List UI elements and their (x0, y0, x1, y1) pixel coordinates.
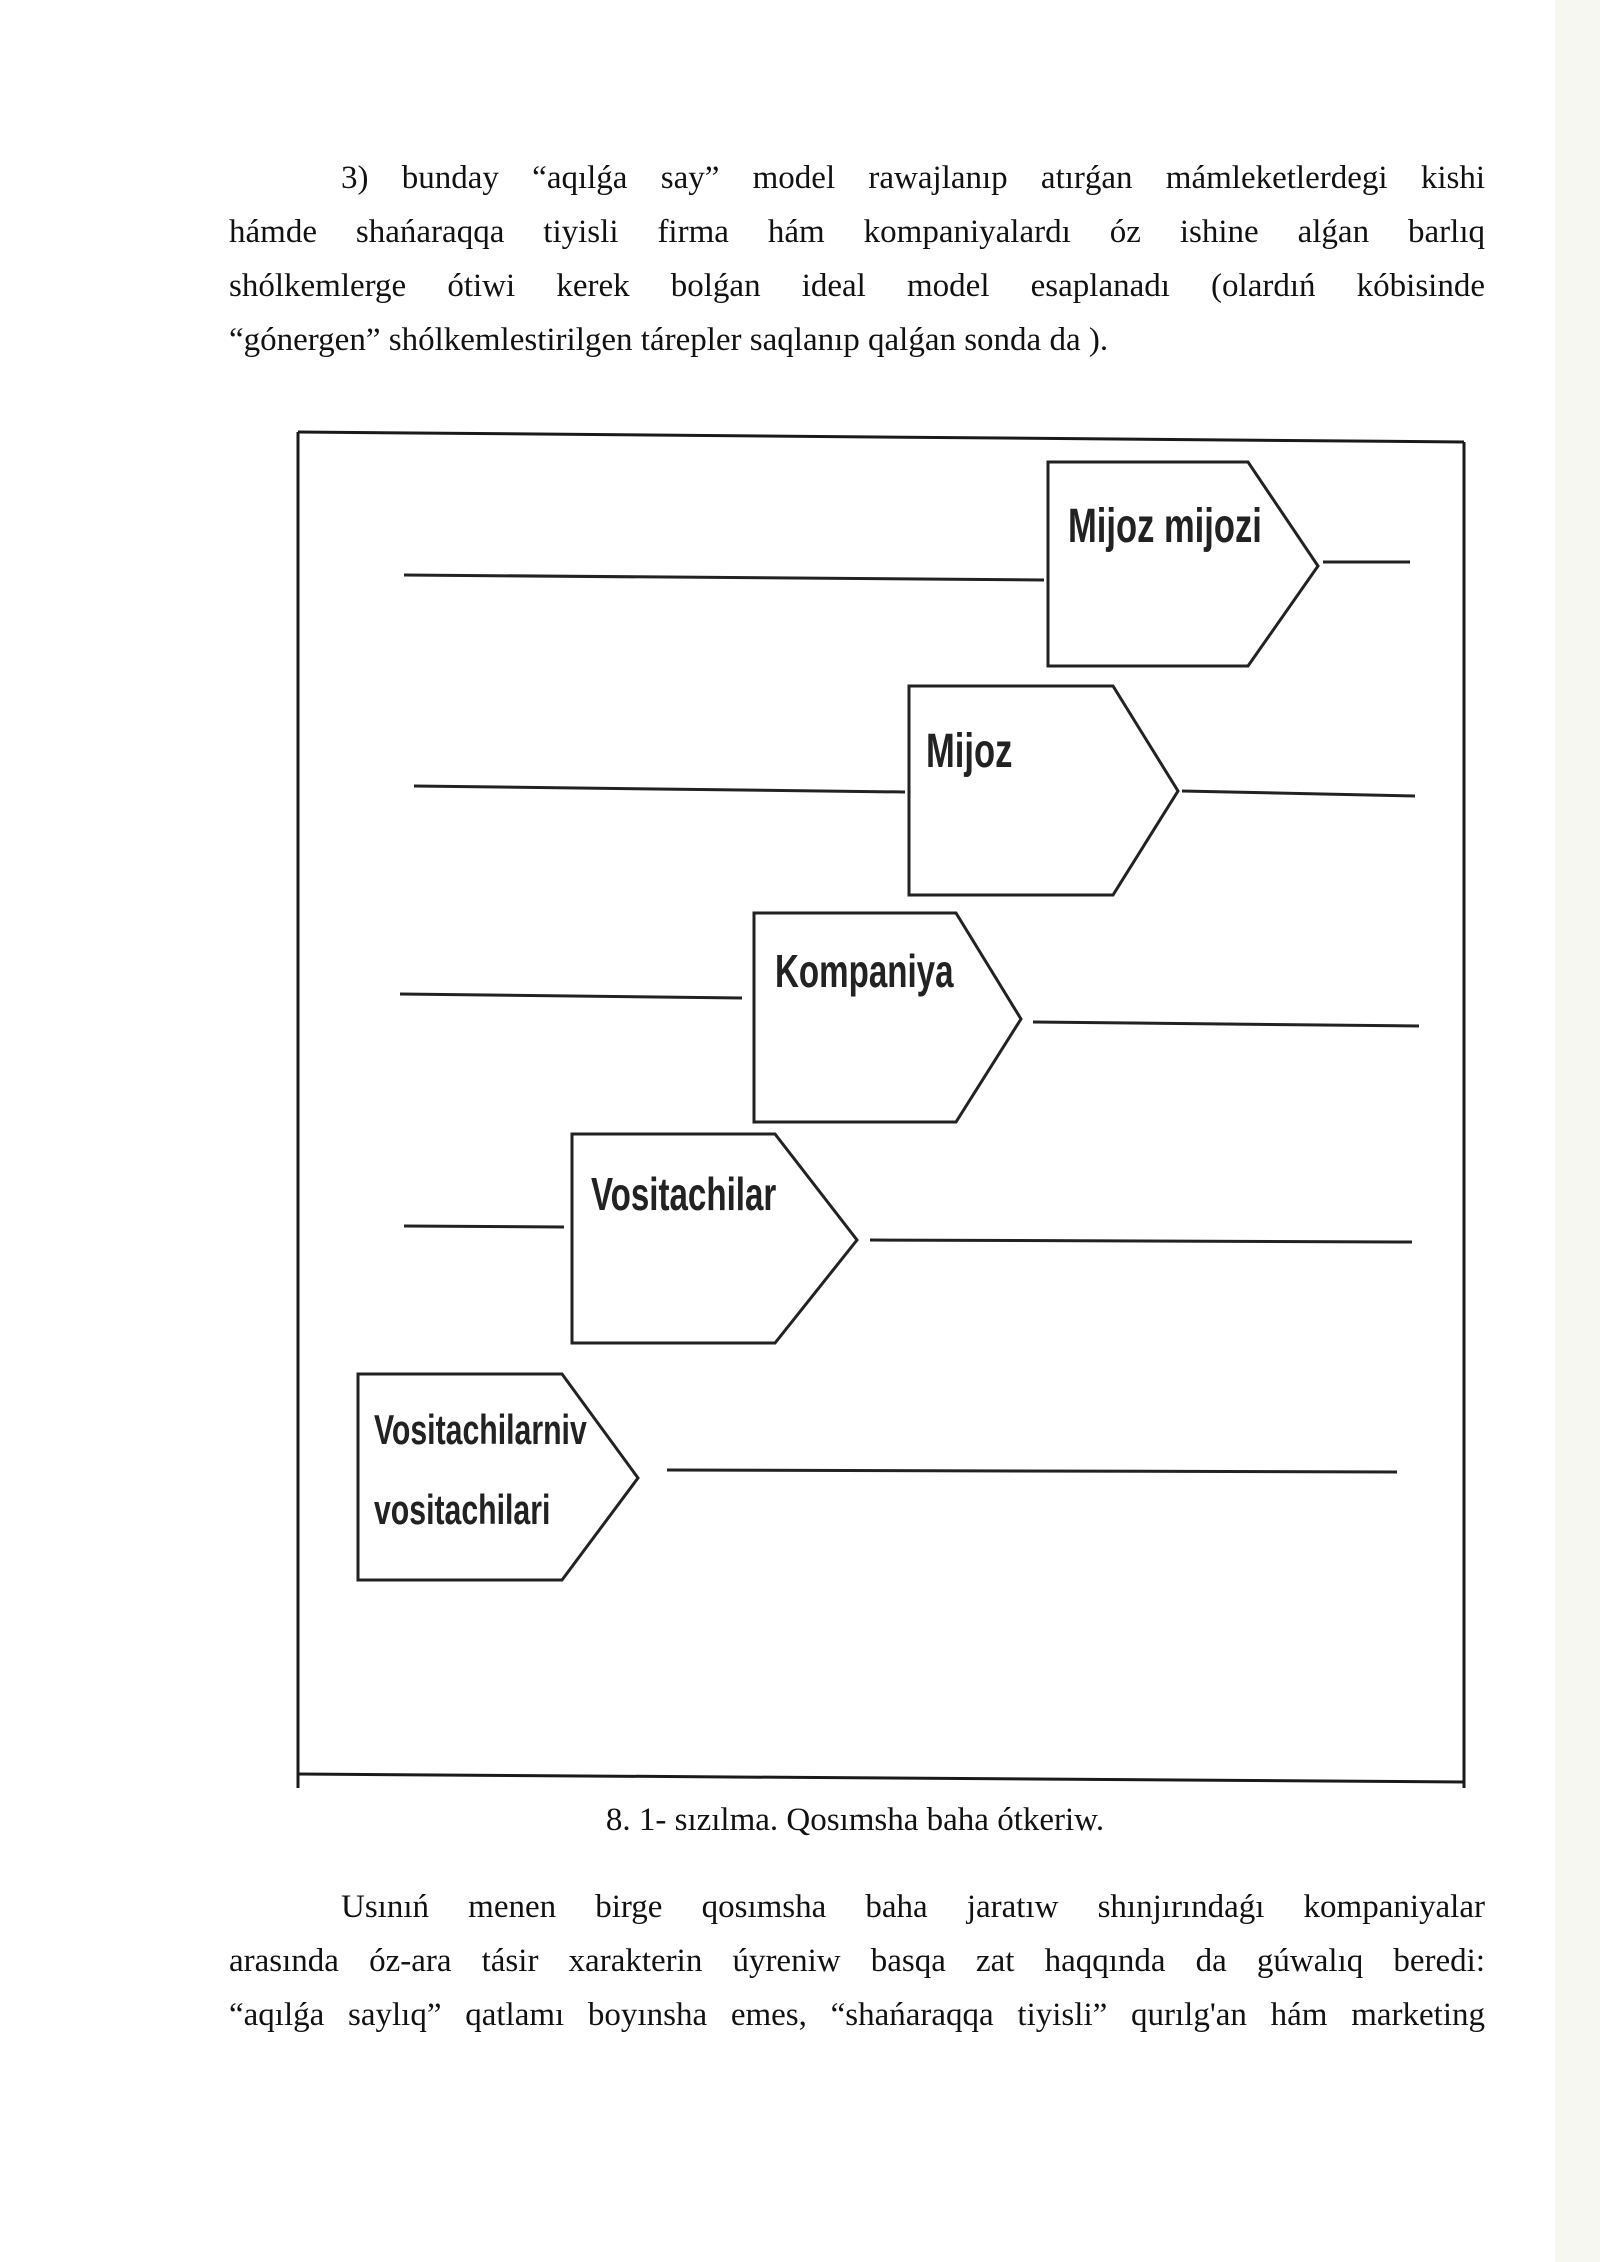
paragraph-line: 3) bunday “aqılǵa say” model rawajlanıp atırǵan mámleketlerdegi kishi (341, 160, 1485, 196)
box-label: Mijoz mijozi (1068, 498, 1262, 553)
frame-top (298, 432, 1464, 442)
page-edge (1555, 0, 1600, 2262)
chain-box-intermediaries (404, 1134, 1412, 1343)
connector-left (414, 786, 905, 792)
diagram-svg (296, 430, 1466, 1790)
arrow-box (358, 1374, 638, 1580)
connector-left (400, 994, 742, 998)
frame-bottom (298, 1774, 1464, 1782)
arrow-box (754, 913, 1021, 1122)
chain-box-intermediaries-of-intermediaries (358, 1374, 1397, 1580)
box-label: Vositachilar (591, 1169, 777, 1221)
chain-box-client (414, 686, 1415, 895)
connector-right (870, 1240, 1412, 1242)
box-label: Mijoz (926, 723, 1013, 778)
paragraph-top (229, 151, 1485, 367)
connector-right (667, 1470, 1397, 1472)
box-label: vositachilari (374, 1486, 551, 1534)
arrow-box (909, 686, 1178, 895)
connector-left (404, 575, 1044, 580)
connector-left (404, 1226, 564, 1227)
box-label: Vositachilarniv (374, 1406, 587, 1454)
paragraph-line: shólkemlerge ótiwi kerek bolǵan ideal model esaplanadı (olardıń kóbisinde (229, 268, 1485, 304)
figure-caption: 8. 1- sızılma. Qosımsha baha ótkeriw. (605, 1802, 1105, 1838)
chain-box-company (400, 913, 1419, 1122)
paragraph-line: hámde shańaraqqa tiyisli firma hám kompaniyalardı óz ishine alǵan barlıq (229, 214, 1485, 250)
paragraph-line: Usınıń menen birge qosımsha baha jaratıw shınjırındaǵı kompaniyalar (341, 1889, 1485, 1925)
arrow-box (1048, 462, 1318, 666)
paragraph-line: “aqılǵa saylıq” qatlamı boyınsha emes, “shańaraqqa tiyisli” qurılg'an hám marketing (229, 1997, 1485, 2033)
connector-right (1182, 791, 1415, 796)
chain-box-client-of-client (404, 462, 1410, 666)
paragraph-line: “gónergen” shólkemlestirilgen tárepler saqlanıp qalǵan sonda da ). (229, 322, 1109, 358)
arrow-box (572, 1134, 857, 1343)
paragraph-bottom (229, 1880, 1485, 2042)
connector-right (1033, 1022, 1419, 1026)
paragraph-line: arasında óz-ara tásir xarakterin úyreniw basqa zat haqqında da gúwalıq beredi: (229, 1943, 1485, 1979)
box-label: Kompaniya (775, 946, 954, 998)
value-chain-diagram (296, 430, 1466, 1790)
